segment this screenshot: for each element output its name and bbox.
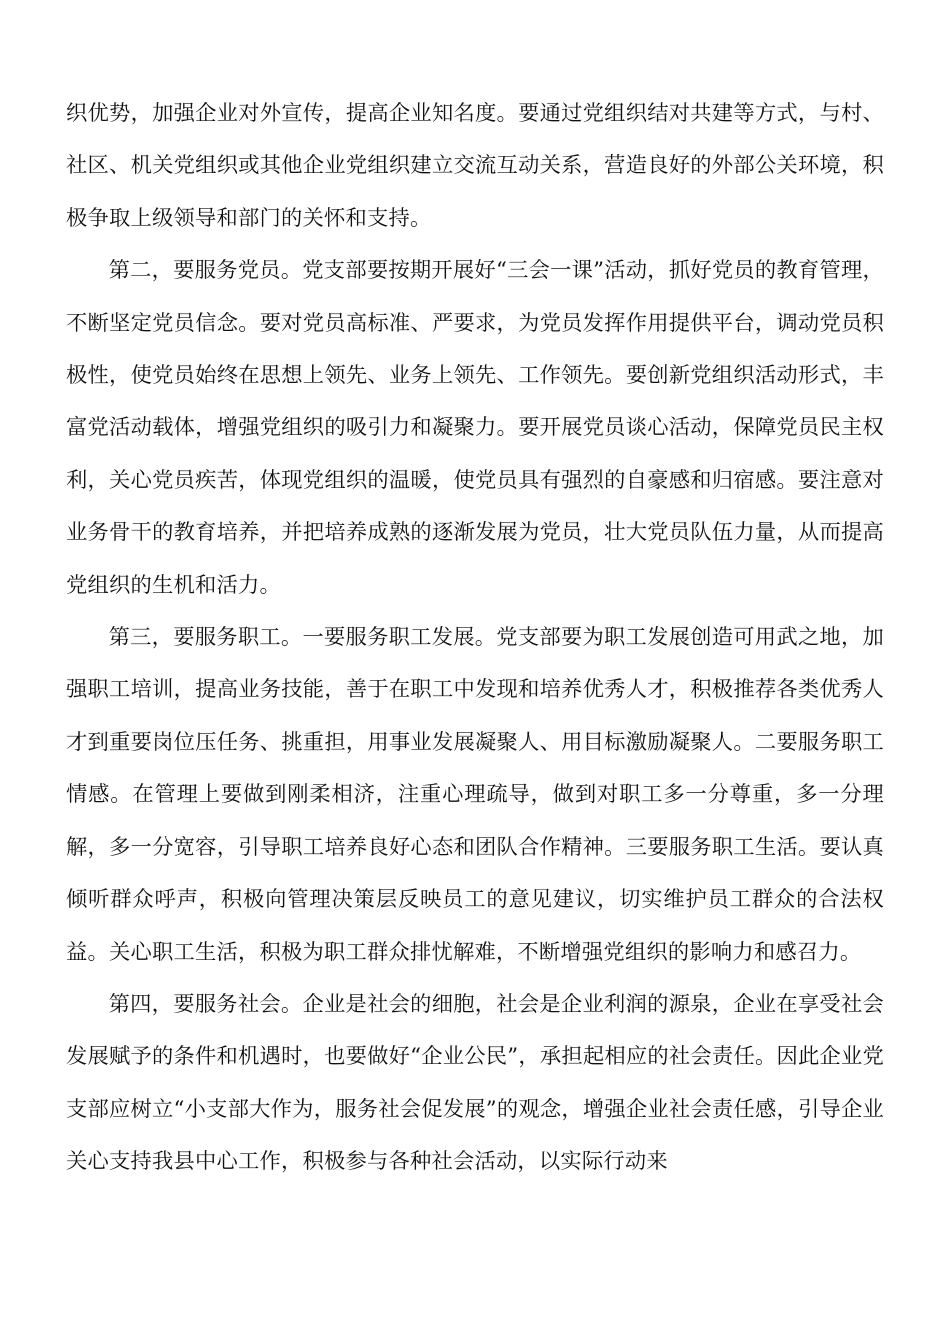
paragraph-serve-party-members: 第二，要服务党员。党支部要按期开展好“三会一课”活动，抓好党员的教育管理，不断坚定党员信念。要对党员高标准、严要求，为党员发挥作用提供平台，调动党员积极性，使党员始终在思想上领先、业务上领先、工作领先。要创新党组织活动形式，丰富党活动载体，增强党组织的吸引力和凝聚力。要开展党员谈心活动，保障党员民主权利，关心党员疾苦，体现党组织的温暖，使党员具有强烈的自豪感和归宿感。要注意对业务骨干的教育培养，并把培养成熟的逐渐发展为党员，壮大党员队伍力量，从而提高党组织的生机和活力。	[66, 258, 884, 598]
paragraph-serve-society: 第四，要服务社会。企业是社会的细胞，社会是企业利润的源泉，企业在享受社会发展赋予的条件和机遇时，也要做好“企业公民”，承担起相应的社会责任。因此企业党支部应树立“小支部大作为，服务社会促发展”的观念，增强企业社会责任感，引导企业关心支持我县中心工作，积极参与各种社会活动，以实际行动来	[66, 991, 884, 1175]
paragraph-continuation: 织优势，加强企业对外宣传，提高企业知名度。要通过党组织结对共建等方式，与村、社区、机关党组织或其他企业党组织建立交流互动关系，营造良好的外部公关环境，积极争取上级领导和部门的关怀和支持。	[66, 101, 884, 231]
document-body	[66, 88, 884, 1189]
paragraph-serve-employees: 第三，要服务职工。一要服务职工发展。党支部要为职工发展创造可用武之地，加强职工培训，提高业务技能，善于在职工中发现和培养优秀人才，积极推荐各类优秀人才到重要岗位压任务、挑重担，用事业发展凝聚人、用目标激励凝聚人。二要服务职工情感。在管理上要做到刚柔相济，注重心理疏导，做到对职工多一分尊重，多一分理解，多一分宽容，引导职工培养良好心态和团队合作精神。三要服务职工生活。要认真倾听群众呼声，积极向管理决策层反映员工的意见建议，切实维护员工群众的合法权益。关心职工生活，积极为职工群众排忧解难，不断增强党组织的影响力和感召力。	[66, 625, 884, 965]
